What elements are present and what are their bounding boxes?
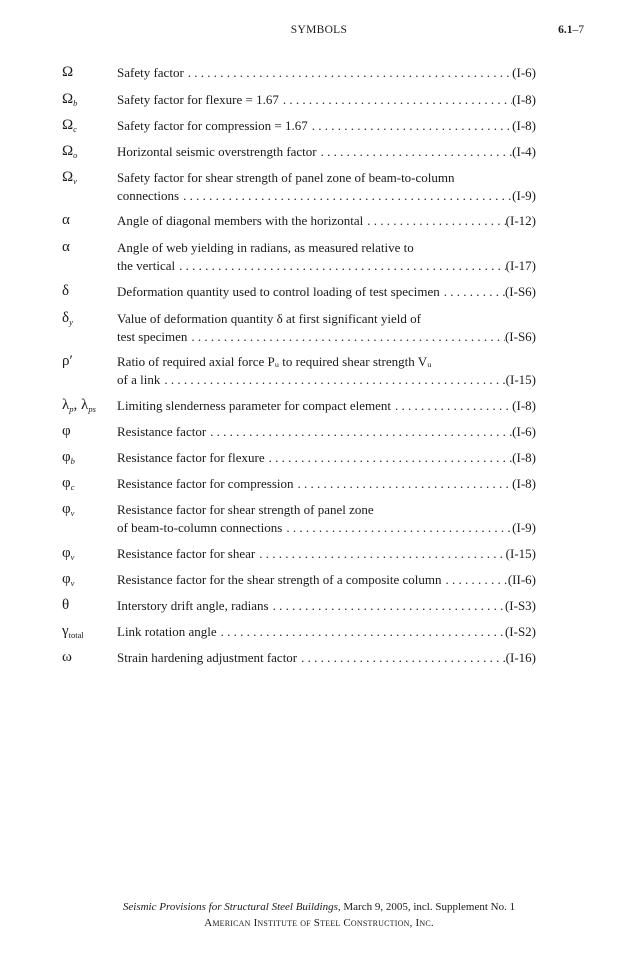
section-reference: (I-8) [512, 92, 536, 107]
section-reference: (I-9) [512, 187, 536, 203]
entry-symbol [62, 212, 114, 230]
description-line [117, 353, 536, 371]
description-text: Horizontal seismic overstrength factor [117, 144, 317, 159]
dot-leader [317, 143, 513, 161]
page-number-section: 6.1 [558, 24, 573, 36]
entry-symbol [62, 449, 114, 467]
section-reference: (I-15) [505, 546, 536, 561]
symbol-subscript: c [73, 124, 77, 134]
description-line [117, 239, 536, 257]
section-reference: (I-S6) [504, 328, 536, 344]
entry-symbol [62, 423, 114, 441]
entry-description [117, 239, 536, 274]
entry-symbol [62, 545, 114, 563]
entry-description [117, 571, 536, 589]
symbol-base: ρ′ [62, 353, 73, 369]
description-line [117, 310, 536, 328]
section-reference: (I-9) [512, 519, 536, 535]
symbol-base: Ω [62, 169, 74, 185]
description-line [117, 571, 536, 589]
dot-leader [442, 571, 508, 589]
section-reference: (I-4) [512, 144, 536, 159]
entry-description [117, 545, 536, 563]
entry-symbol [62, 117, 114, 135]
dot-leader [184, 64, 512, 82]
entry-symbol [62, 143, 114, 161]
dot-leader [265, 449, 513, 467]
entry-symbol [62, 571, 114, 589]
section-reference: (I-6) [512, 65, 536, 80]
entry-description [117, 397, 536, 415]
symbol-base: γ [62, 623, 69, 639]
description-line [117, 117, 536, 135]
symbol-subscript: o [73, 150, 78, 160]
symbol-base: φ [62, 475, 71, 491]
section-reference: (I-8) [512, 118, 536, 133]
description-text: Resistance factor for the shear strength of a composite column [117, 572, 442, 587]
description-line [117, 545, 536, 563]
description-text: the vertical [117, 257, 176, 273]
symbol-base: θ [62, 597, 70, 613]
description-text: Resistance factor for flexure [117, 450, 265, 465]
description-line [117, 423, 536, 441]
dot-leader [279, 91, 512, 109]
dot-leader [308, 117, 512, 135]
symbol-subscript: v [70, 552, 75, 562]
description-text: Safety factor for flexure = 1.67 [117, 92, 279, 107]
symbol-subscript: v [73, 176, 77, 186]
entry-description [117, 475, 536, 493]
running-title: SYMBOLS [290, 24, 348, 36]
entry-description [117, 64, 536, 82]
description-line [117, 169, 536, 187]
section-reference: (I-12) [505, 213, 536, 228]
entry-symbol [62, 64, 114, 82]
description-text: Link rotation angle [117, 624, 217, 639]
description-line [117, 623, 536, 641]
description-text: Angle of web yielding in radians, as measured relative to [117, 240, 414, 255]
description-line [117, 257, 536, 275]
entry-description [117, 649, 536, 667]
footer-date: , March 9, 2005, incl. Supplement No. 1 [337, 901, 516, 913]
section-reference: (I-8) [512, 476, 536, 491]
dot-leader [363, 212, 505, 230]
section-reference: (I-S3) [504, 598, 536, 613]
description-line [117, 519, 536, 537]
description-line [117, 649, 536, 667]
dot-leader [206, 423, 512, 441]
description-text: connections [117, 187, 180, 203]
section-reference: (I-16) [505, 650, 536, 665]
description-line [117, 187, 536, 205]
symbol-base: φ [62, 571, 71, 587]
description-text: Resistance factor for shear [117, 546, 256, 561]
description-text: Resistance factor for shear strength of panel zone [117, 502, 374, 517]
dot-leader [440, 283, 505, 301]
entry-description [117, 91, 536, 109]
entry-description [117, 310, 536, 345]
footer-citation [0, 899, 638, 915]
symbol-base: Ω [62, 143, 74, 159]
description-text: Strain hardening adjustment factor [117, 650, 298, 665]
entry-description [117, 423, 536, 441]
symbol-base: ω [62, 649, 72, 665]
description-text: test specimen [117, 328, 188, 344]
entry-description [117, 212, 536, 230]
section-reference: (I-8) [512, 450, 536, 465]
description-text: Resistance factor [117, 424, 207, 439]
symbol-base: Ω [62, 117, 74, 133]
section-reference: (I-S2) [504, 624, 536, 639]
symbol-base: φ [62, 449, 71, 465]
running-header [0, 24, 638, 40]
description-text: Interstory drift angle, radians [117, 598, 269, 613]
description-line [117, 449, 536, 467]
section-reference: (I-17) [505, 257, 536, 273]
description-line [117, 143, 536, 161]
entry-description [117, 353, 536, 388]
symbol-base: φ [62, 423, 71, 439]
description-line [117, 283, 536, 301]
dot-leader [160, 371, 505, 389]
dot-leader [391, 397, 512, 415]
entry-symbol [62, 239, 114, 257]
description-text: Safety factor [117, 65, 184, 80]
entry-description [117, 597, 536, 615]
entry-description [117, 143, 536, 161]
description-line [117, 212, 536, 230]
dot-leader [282, 519, 512, 537]
description-line [117, 91, 536, 109]
page-footer [0, 899, 638, 931]
section-reference: (I-S6) [504, 284, 536, 299]
description-text: Resistance factor for compression [117, 476, 294, 491]
footer-publisher: American Institute of Steel Construction, Inc. [204, 917, 434, 929]
dot-leader [294, 475, 513, 493]
symbol-subscript: b [70, 456, 75, 466]
dot-leader [187, 328, 505, 346]
symbol-subscript: c [70, 482, 75, 492]
section-reference: (I-15) [505, 371, 536, 387]
description-text: Safety factor for compression = 1.67 [117, 118, 308, 133]
entry-description [117, 501, 536, 536]
symbol-base: δ [62, 283, 70, 299]
page-number [558, 24, 584, 36]
symbol-subscript: y [69, 317, 73, 327]
dot-leader [297, 649, 506, 667]
symbol-base: α [62, 239, 70, 255]
description-line [117, 597, 536, 615]
dot-leader [217, 623, 505, 641]
symbol-base: α [62, 212, 70, 228]
description-text: of beam-to-column connections [117, 519, 283, 535]
description-text: Safety factor for shear strength of panel zone of beam-to-column [117, 170, 455, 185]
description-text: of a link [117, 371, 161, 387]
description-line [117, 371, 536, 389]
section-reference: (I-6) [512, 424, 536, 439]
entry-symbol [62, 91, 114, 109]
entry-symbol [62, 623, 114, 641]
description-line [117, 397, 536, 415]
entry-symbol [62, 310, 114, 328]
dot-leader [179, 187, 512, 205]
page-number-page: –7 [572, 24, 584, 36]
description-line [117, 501, 536, 519]
entry-symbol [62, 475, 114, 493]
description-text: Deformation quantity used to control loading of test specimen [117, 284, 440, 299]
entry-description [117, 169, 536, 204]
symbol-base: φ [62, 545, 71, 561]
entry-symbol [62, 649, 114, 667]
dot-leader [175, 257, 506, 275]
entry-symbol [62, 353, 114, 371]
entry-description [117, 449, 536, 467]
description-line [117, 475, 536, 493]
entry-description [117, 623, 536, 641]
entry-description [117, 117, 536, 135]
footer-title: Seismic Provisions for Structural Steel Buildings [122, 901, 338, 913]
entry-symbol: $\lambda_p$, $\lambda_{ps}$ [62, 397, 96, 414]
symbol-subscript: v [70, 508, 75, 518]
entry-symbol [62, 169, 114, 187]
description-line [117, 64, 536, 82]
symbol-subscript: b [73, 98, 78, 108]
entry-symbol [62, 501, 114, 519]
dot-leader [255, 545, 505, 563]
section-reference: (I-8) [512, 398, 536, 413]
dot-leader [269, 597, 505, 615]
description-line [117, 328, 536, 346]
symbol-base: φ [62, 501, 71, 517]
description-text: Ratio of required axial force Pᵤ to required shear strength Vᵤ [117, 354, 432, 369]
entry-description [117, 283, 536, 301]
symbol-base: Ω [62, 64, 74, 80]
entry-symbol [62, 283, 114, 301]
description-text: Angle of diagonal members with the horizontal [117, 213, 364, 228]
symbol-subscript: total [68, 630, 84, 640]
description-text: Limiting slenderness parameter for compact element [117, 398, 391, 413]
symbol-subscript: v [70, 578, 75, 588]
symbol-base: δ [62, 310, 70, 326]
section-reference: (II-6) [507, 572, 536, 587]
description-text: Value of deformation quantity δ at first significant yield of [117, 311, 421, 326]
entry-symbol [62, 597, 114, 615]
symbol-base: Ω [62, 91, 74, 107]
